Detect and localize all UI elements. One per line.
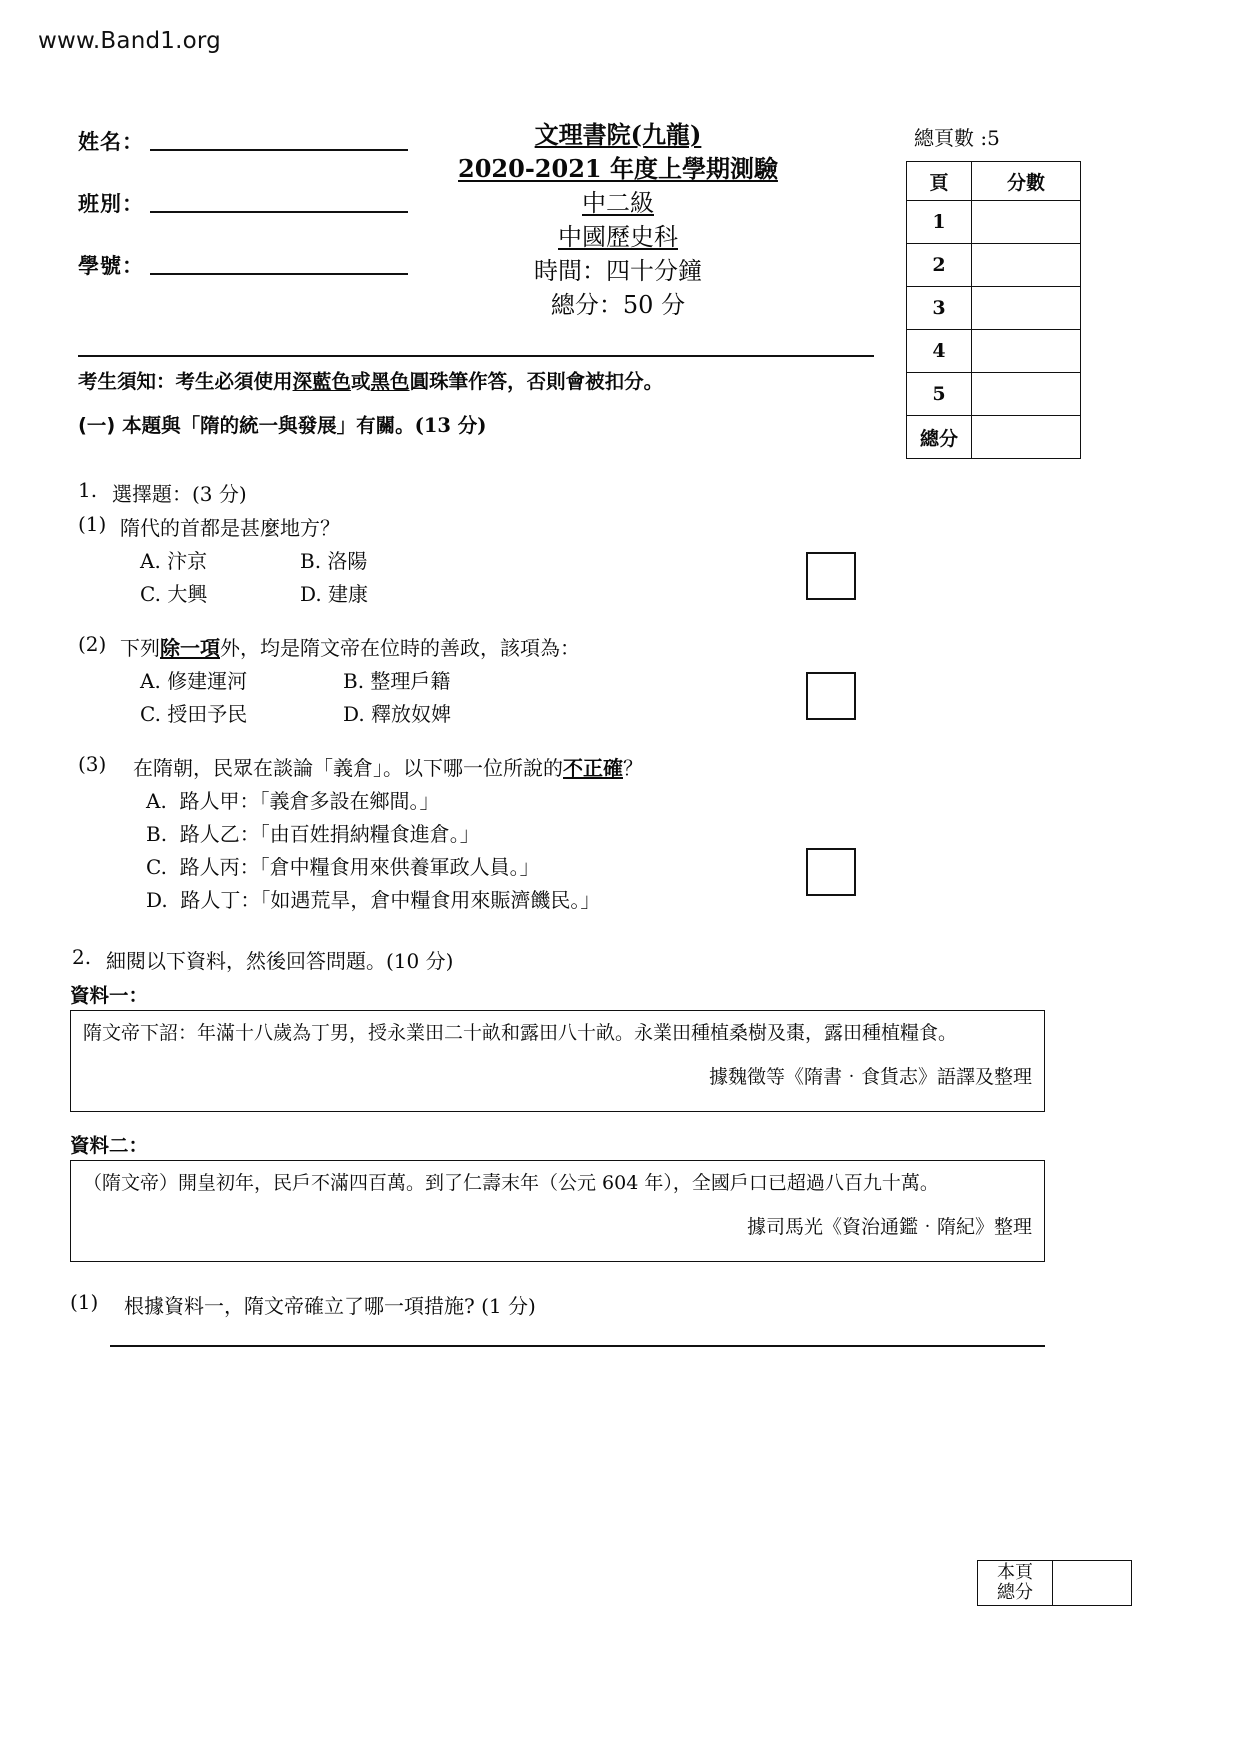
answer-line-2-1[interactable] (110, 1345, 1045, 1347)
title-block (408, 118, 828, 322)
page-total-label-line2: 總分 (997, 1582, 1033, 1604)
total-pages-label: 總頁數 :5 (914, 126, 1000, 150)
page-total-box (977, 1560, 1132, 1606)
candidate-notice (78, 366, 663, 394)
marks-header-page: 頁 (907, 162, 972, 201)
option-text: 大興 (167, 582, 208, 606)
question-2-stem: 細閱以下資料，然後回答問題。(10 分) (106, 949, 454, 973)
table-row (907, 373, 1081, 416)
site-url-watermark: www.Band1.org (38, 28, 221, 54)
table-row (978, 1561, 1132, 1606)
question-1-3-number: (3) (78, 752, 107, 776)
exam-title: 2020-2021 年度上學期測驗 (458, 154, 778, 184)
notice-mid: 或 (351, 370, 371, 393)
option-text: 路人丁：「如遇荒旱，倉中糧食用來賑濟饑民。」 (180, 888, 601, 912)
source-2-box (70, 1160, 1045, 1262)
field-class-label: 班別： (78, 192, 144, 216)
grade-level: 中二級 (582, 189, 654, 218)
question-1-2-number: (2) (78, 632, 107, 656)
option-key: C. (140, 702, 161, 726)
marks-table-wrapper (906, 122, 1086, 459)
notice-prefix: 考生須知：考生必須使用 (78, 370, 293, 393)
notice-underline-black: 黑色 (370, 370, 410, 393)
section-a-heading (78, 410, 487, 438)
option-key: D. (343, 702, 365, 726)
student-fields (78, 122, 408, 308)
source-1-attribution: 據魏徵等《隋書‧食貨志》語譯及整理 (708, 1065, 1032, 1088)
marks-score-5[interactable] (972, 373, 1081, 416)
question-1-1-option-a[interactable] (140, 545, 207, 574)
page-total-label (978, 1561, 1053, 1606)
exam-total-marks: 總分：50 分 (550, 291, 686, 320)
question-2-number: 2. (72, 945, 92, 969)
stem-post: ？ (623, 756, 643, 780)
question-1-1-option-d[interactable] (300, 578, 368, 607)
marks-score-1[interactable] (972, 201, 1081, 244)
section-a-marks: (13 分) (414, 414, 487, 437)
stem-pre: 在隋朝，民眾在談論「義倉」。以下哪一位所說的 (133, 756, 563, 780)
marks-table (906, 161, 1081, 459)
question-1-stem: 選擇題：(3 分) (112, 482, 247, 506)
option-key: A. (146, 789, 167, 813)
source-1-box (70, 1010, 1045, 1112)
section-a-heading-text: (一) 本題與「隋的統一與發展」有關。 (78, 414, 415, 437)
table-row (907, 244, 1081, 287)
option-key: D. (300, 582, 322, 606)
marks-score-total[interactable] (972, 416, 1081, 459)
question-2-1-stem: 根據資料一，隋文帝確立了哪一項措施? (1 分) (124, 1294, 536, 1318)
option-text: 授田予民 (167, 702, 248, 726)
question-1-2-option-c[interactable] (140, 698, 247, 727)
table-row (907, 287, 1081, 330)
question-1-3-stem (133, 752, 643, 781)
question-1-1-option-b[interactable] (300, 545, 367, 574)
option-key: B. (146, 822, 168, 846)
table-row (907, 201, 1081, 244)
marks-page-5: 5 (907, 373, 972, 416)
answer-box-1-3[interactable] (806, 848, 856, 896)
option-text: 建康 (328, 582, 369, 606)
question-1-2-option-a[interactable] (140, 665, 247, 694)
answer-box-1-2[interactable] (806, 672, 856, 720)
stem-pre: 下列 (120, 636, 160, 660)
notice-underline-blue: 深藍色 (292, 370, 352, 393)
question-1-3-option-c[interactable] (146, 851, 540, 880)
question-1-1-number: (1) (78, 512, 107, 536)
stem-emphasis: 除一項 (160, 636, 220, 660)
question-1-number: 1. (78, 478, 98, 502)
stem-post: 外，均是隋文帝在位時的善政，該項為： (220, 636, 580, 660)
marks-page-4: 4 (907, 330, 972, 373)
question-1-1-stem: 隋代的首都是甚麼地方？ (120, 516, 340, 540)
question-1-3-option-d[interactable] (146, 884, 600, 913)
table-row (907, 416, 1081, 459)
question-1-2-stem (120, 632, 580, 661)
page-total-label-line1: 本頁 (997, 1562, 1033, 1584)
question-1-2-option-d[interactable] (343, 698, 451, 727)
option-text: 路人丙：「倉中糧食用來供養軍政人員。」 (179, 855, 540, 879)
option-text: 修建運河 (167, 669, 248, 693)
source-1-label: 資料一： (70, 984, 149, 1007)
page-total-value[interactable] (1053, 1561, 1132, 1606)
question-1-3-option-a[interactable] (146, 785, 440, 814)
source-1-body: 隋文帝下詔：年滿十八歲為丁男，授永業田二十畝和露田八十畝。永業田種植桑樹及棗，露田種植糧食。 (83, 1022, 958, 1044)
subject-name: 中國歷史科 (558, 223, 678, 252)
field-name-input[interactable] (150, 148, 408, 151)
option-text: 路人乙：「由百姓捐納糧食進倉。」 (179, 822, 480, 846)
option-text: 路人甲：「義倉多設在鄉間。」 (179, 789, 440, 813)
option-key: A. (140, 549, 161, 573)
option-key: D. (146, 888, 168, 912)
marks-page-1: 1 (907, 201, 972, 244)
option-key: C. (140, 582, 161, 606)
option-text: 汴京 (167, 549, 208, 573)
source-2-label: 資料二： (70, 1134, 149, 1157)
table-row-header (907, 162, 1081, 201)
option-key: C. (146, 855, 167, 879)
marks-score-4[interactable] (972, 330, 1081, 373)
header-divider (78, 355, 874, 357)
school-name: 文理書院(九龍) (534, 120, 702, 149)
question-1-1-option-c[interactable] (140, 578, 207, 607)
option-text: 整理戶籍 (370, 669, 451, 693)
question-1-2-option-b[interactable] (343, 665, 450, 694)
answer-box-1-1[interactable] (806, 552, 856, 600)
table-row (907, 330, 1081, 373)
marks-page-2: 2 (907, 244, 972, 287)
marks-header-score: 分數 (972, 162, 1081, 201)
field-student-number-label: 學號： (78, 254, 144, 278)
option-key: B. (300, 549, 322, 573)
option-text: 洛陽 (327, 549, 368, 573)
field-class-input[interactable] (150, 210, 408, 213)
question-1-3-option-b[interactable] (146, 818, 480, 847)
field-student-number-input[interactable] (150, 272, 408, 275)
notice-suffix: 圓珠筆作答，否則會被扣分。 (409, 370, 664, 393)
question-2-1-number: (1) (70, 1290, 99, 1314)
option-text: 釋放奴婢 (371, 702, 452, 726)
stem-emphasis: 不正確 (563, 756, 623, 780)
marks-score-3[interactable] (972, 287, 1081, 330)
option-key: A. (140, 669, 161, 693)
source-2-body: （隋文帝）開皇初年，民戶不滿四百萬。到了仁壽末年（公元 604 年），全國戶口已超過八百九十萬。 (83, 1172, 939, 1194)
source-2-attribution: 據司馬光《資治通鑑‧隋紀》整理 (746, 1215, 1032, 1238)
marks-page-total: 總分 (907, 416, 972, 459)
field-class (78, 184, 408, 218)
field-name (78, 122, 408, 156)
field-name-label: 姓名： (78, 130, 144, 154)
field-student-number (78, 246, 408, 280)
marks-score-2[interactable] (972, 244, 1081, 287)
exam-duration: 時間：四十分鐘 (534, 257, 702, 286)
option-key: B. (343, 669, 365, 693)
marks-page-3: 3 (907, 287, 972, 330)
